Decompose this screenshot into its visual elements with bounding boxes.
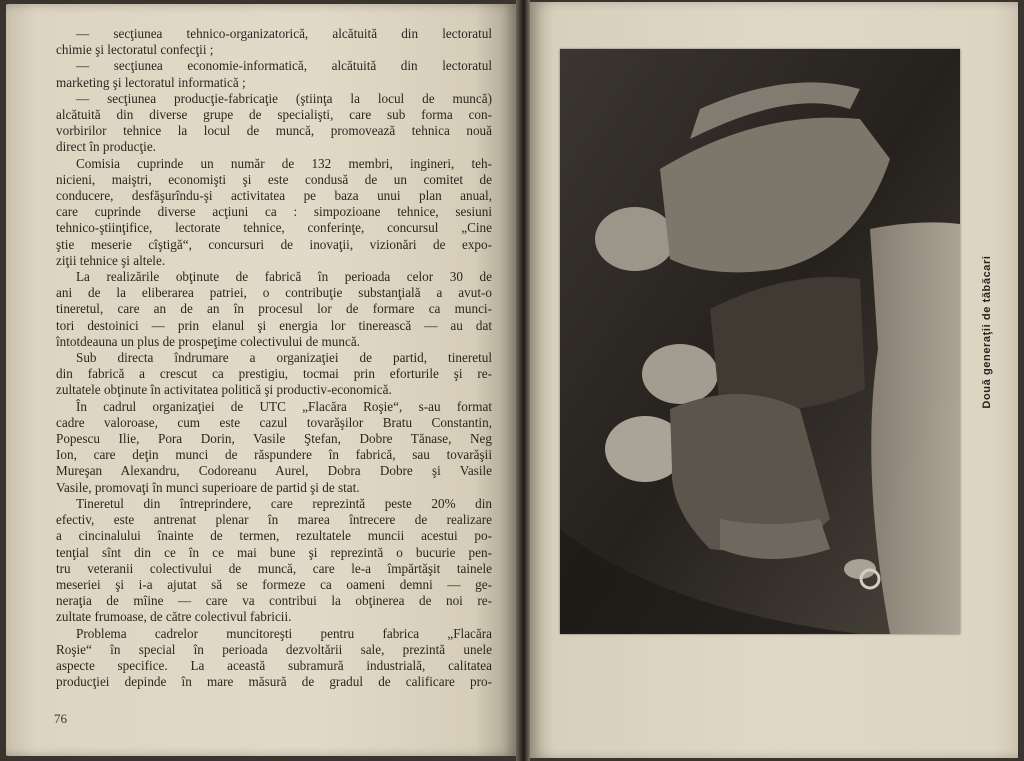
text-line: În cadrul organizaţiei de UTC „Flacăra Roşie“, s-au format: [76, 398, 492, 414]
text-line: care cuprinde diverse acţiuni ca : simpozioane tehnice, sesiuni: [56, 204, 492, 220]
text-line: vorbirilor tehnice la locul de muncă, promovează tehnica nouă: [56, 123, 492, 139]
text-line: alcătuită din diverse grupe de specialişti, care sub forma con-: [56, 107, 492, 123]
text-line: a cincinalului înainte de termen, rezultatele muncii acestui po-: [56, 528, 492, 544]
photo-caption: Două generaţii de tăbăcari: [981, 255, 993, 409]
text-line: zultate frumoase, de către colectivul fabricii.: [56, 609, 292, 625]
text-line: ziţii tehnice şi altele.: [56, 252, 166, 268]
text-line: nicieni, maiştri, economişti şi este condusă de un comitet de: [56, 171, 492, 187]
text-line: cadre valoroase, cum este cazul tovarăşilor Bratu Constantin,: [56, 414, 492, 430]
text-line: Tineretul din întreprindere, care reprezintă peste 20% din: [76, 495, 492, 511]
text-line: din fabrică a crescut ca prestigiu, tocmai prin eforturile şi re-: [56, 366, 492, 382]
text-line: producţiei depinde în mare măsură de gradul de calificare pro-: [56, 674, 492, 690]
text-line: direct în producţie.: [56, 139, 156, 155]
text-line: tru veteranii colectivului de muncă, care le-a împărtăşit tainele: [56, 560, 492, 576]
text-line: — secţiunea tehnico-organizatorică, alcătuită din lectoratul: [76, 26, 492, 41]
text-line: Sub directa îndrumare a organizaţiei de partid, tineretul: [76, 350, 492, 366]
right-page: [530, 2, 1018, 758]
text-line: Ion, care deţin munci de răspundere în fabrică, sau tovarăşii: [56, 447, 492, 463]
text-line: — secţiunea economie-informatică, alcătuită din lectoratul: [76, 58, 492, 74]
book-gutter: [516, 0, 530, 761]
body-text: [56, 26, 492, 690]
text-line: aspecte specifice. La această subramură industrială, calitatea: [56, 657, 492, 673]
photo-illustration: [560, 49, 960, 634]
text-line: conducere, desfăşurîndu-şi activitatea pe baza unui plan anual,: [56, 188, 492, 204]
text-line: La realizările obţinute de fabrică în perioada celor 30 de: [76, 269, 492, 285]
text-line: meseriei şi i-a ajutat să se formeze ca oameni demni — ge-: [56, 576, 492, 592]
text-line: Roşie“ în special în perioada dezvoltării sale, prezintă unele: [56, 641, 492, 657]
text-line: ani de la eliberarea patriei, o contribuţie substanţială a avut-o: [56, 285, 492, 301]
text-line: Problema cadrelor muncitoreşti pentru fabrica „Flacăra: [76, 625, 492, 641]
text-line: tineretul, care an de an în procesul lor de formare ca munci-: [56, 301, 492, 317]
text-line: tenţial sînt din ce în ce mai bune şi reprezintă o bucurie pen-: [56, 544, 492, 560]
text-line: efectiv, este antrenat plenar în marea întrecere de realizare: [56, 512, 492, 528]
page-number: 76: [54, 711, 67, 726]
text-line: întotdeauna un plus de prospeţime colectivului de muncă.: [56, 333, 360, 349]
text-line: neraţia de mîine — care va contribui la obţinerea de noi re-: [56, 593, 492, 609]
text-line: Vasile, promovaţi în munci superioare de partid şi de stat.: [56, 479, 360, 495]
text-line: marketing şi lectoratul informatică ;: [56, 74, 246, 90]
text-line: zultatele obţinute în activitatea politică şi productiv-economică.: [56, 382, 392, 398]
text-line: Popescu Ilie, Pora Dorin, Vasile Ştefan, Dobre Tănase, Neg: [56, 431, 492, 447]
text-line: Mureşan Alexandru, Codoreanu Aurel, Dobra Dobre şi Vasile: [56, 463, 492, 479]
text-line: ştie meserie cîştigă“, concursuri de inovaţii, vizionări de expo-: [56, 236, 492, 252]
left-page: [6, 4, 516, 756]
text-line: Comisia cuprinde un număr de 132 membri, ingineri, teh-: [76, 155, 492, 171]
text-line: — secţiunea producţie-fabricaţie (ştiinţa la locul de muncă): [76, 90, 492, 106]
text-line: tori destoinici — prin elanul şi energia lor tinerească — au dat: [56, 317, 492, 333]
text-line: chimie şi lectoratul confecţii ;: [56, 42, 214, 58]
text-line: tehnico-ştiinţifice, lectorate tehnice, conferinţe, concursul „Cine: [56, 220, 492, 236]
photograph-two-generations: [560, 49, 960, 634]
